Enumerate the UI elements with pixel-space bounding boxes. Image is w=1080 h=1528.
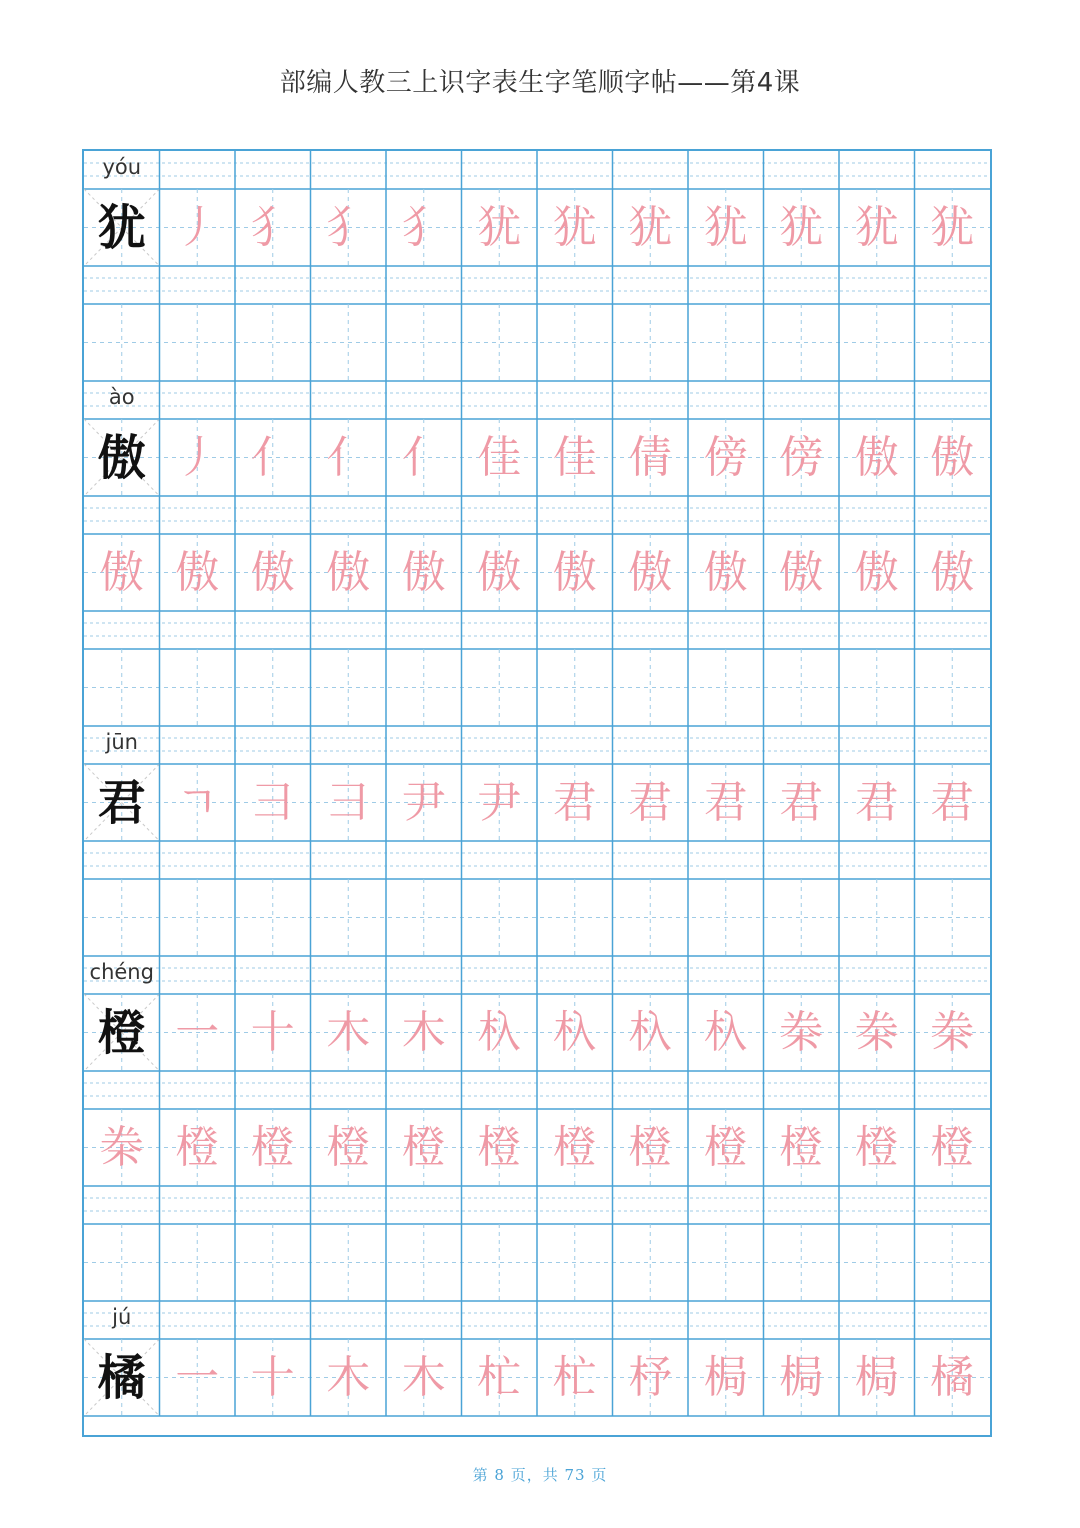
character-glyph: 橘: [930, 1351, 975, 1403]
trace-cell[interactable]: [462, 1339, 538, 1416]
trace-cell[interactable]: [537, 1339, 613, 1416]
trace-cell[interactable]: [311, 419, 387, 496]
character-glyph: 君: [854, 776, 899, 828]
trace-cell[interactable]: [84, 879, 160, 956]
character-glyph: 犹: [552, 201, 597, 253]
trace-cell[interactable]: [915, 764, 991, 841]
trace-cell[interactable]: [235, 879, 311, 956]
trace-cell[interactable]: [613, 879, 689, 956]
trace-cell[interactable]: [462, 1224, 538, 1301]
character-glyph: 橙: [628, 1121, 673, 1173]
character-glyph: 桊: [930, 1006, 975, 1058]
cell-band: [84, 419, 990, 496]
pinyin-label: jú: [112, 1305, 132, 1329]
trace-cell[interactable]: [84, 534, 160, 611]
character-glyph: 橘: [97, 1349, 146, 1406]
character-glyph: 犹: [930, 201, 975, 253]
trace-cell[interactable]: [764, 534, 840, 611]
trace-cell[interactable]: [764, 1109, 840, 1186]
trace-cell[interactable]: [160, 304, 236, 381]
cell-band: [84, 879, 990, 956]
cell-band: [84, 1109, 990, 1186]
trace-cell[interactable]: [386, 304, 462, 381]
character-glyph: 木: [401, 1351, 446, 1403]
trace-cell[interactable]: [311, 764, 387, 841]
trace-cell[interactable]: [613, 1339, 689, 1416]
model-character[interactable]: [84, 419, 160, 496]
trace-cell[interactable]: [537, 1109, 613, 1186]
character-glyph: 傲: [477, 546, 522, 598]
trace-cell[interactable]: [462, 304, 538, 381]
trace-cell[interactable]: [386, 764, 462, 841]
trace-cell[interactable]: [235, 1224, 311, 1301]
trace-cell[interactable]: [311, 304, 387, 381]
trace-cell[interactable]: [537, 764, 613, 841]
character-glyph: 杁: [628, 1006, 673, 1058]
page-footer: 第 8 页，共 73 页: [472, 1466, 608, 1484]
character-glyph: 犹: [628, 201, 673, 253]
trace-cell[interactable]: [160, 189, 236, 266]
trace-cell[interactable]: [839, 304, 915, 381]
character-glyph: 桊: [854, 1006, 899, 1058]
character-glyph: 木: [326, 1351, 371, 1403]
trace-cell[interactable]: [688, 1109, 764, 1186]
character-glyph: 尹: [477, 776, 522, 828]
trace-cell[interactable]: [764, 304, 840, 381]
trace-cell[interactable]: [839, 879, 915, 956]
trace-cell[interactable]: [839, 534, 915, 611]
pinyin-label: chéng: [89, 960, 154, 984]
character-glyph: 傲: [854, 431, 899, 483]
character-glyph: 犹: [779, 201, 824, 253]
character-glyph: 杧: [552, 1351, 597, 1403]
trace-cell[interactable]: [537, 534, 613, 611]
trace-cell[interactable]: [462, 879, 538, 956]
trace-cell[interactable]: [764, 419, 840, 496]
model-character[interactable]: [84, 994, 160, 1071]
character-glyph: 傲: [175, 546, 220, 598]
trace-cell[interactable]: [386, 1224, 462, 1301]
character-glyph: 一: [175, 1006, 220, 1058]
character-glyph: 橙: [930, 1121, 975, 1173]
trace-cell[interactable]: [764, 1224, 840, 1301]
trace-cell[interactable]: [537, 419, 613, 496]
character-glyph: 犹: [703, 201, 748, 253]
character-glyph: 尹: [401, 776, 446, 828]
trace-cell[interactable]: [462, 649, 538, 726]
character-glyph: 梮: [854, 1351, 899, 1403]
trace-cell[interactable]: [235, 304, 311, 381]
trace-cell[interactable]: [386, 1109, 462, 1186]
character-glyph: 杧: [477, 1351, 522, 1403]
trace-cell[interactable]: [839, 764, 915, 841]
trace-cell[interactable]: [915, 534, 991, 611]
trace-cell[interactable]: [764, 994, 840, 1071]
practice-sheet: [82, 149, 992, 1437]
cell-band: [84, 534, 990, 611]
trace-cell[interactable]: [613, 304, 689, 381]
character-glyph: 木: [326, 1006, 371, 1058]
trace-cell[interactable]: [311, 1109, 387, 1186]
pinyin-label: yóu: [102, 155, 142, 179]
trace-cell[interactable]: [688, 879, 764, 956]
character-glyph: 傲: [250, 546, 295, 598]
character-glyph: 傲: [552, 546, 597, 598]
character-glyph: 杁: [552, 1006, 597, 1058]
trace-cell[interactable]: [915, 879, 991, 956]
trace-cell[interactable]: [235, 1339, 311, 1416]
trace-cell[interactable]: [160, 1224, 236, 1301]
model-character[interactable]: [84, 764, 160, 841]
character-glyph: 橙: [97, 1004, 146, 1061]
cell-band: [84, 189, 990, 266]
character-glyph: 傲: [326, 546, 371, 598]
trace-cell[interactable]: [764, 189, 840, 266]
character-glyph: 傍: [703, 431, 748, 483]
cell-band: [84, 764, 990, 841]
trace-cell[interactable]: [839, 189, 915, 266]
trace-cell[interactable]: [537, 1224, 613, 1301]
character-glyph: ⺕: [250, 776, 295, 828]
character-glyph: 橙: [703, 1121, 748, 1173]
trace-cell[interactable]: [839, 1339, 915, 1416]
trace-cell[interactable]: [915, 304, 991, 381]
trace-cell[interactable]: [160, 649, 236, 726]
trace-cell[interactable]: [688, 189, 764, 266]
model-character[interactable]: [84, 1339, 160, 1416]
character-glyph: 傲: [628, 546, 673, 598]
character-glyph: 橙: [779, 1121, 824, 1173]
character-glyph: 丿: [175, 431, 220, 483]
trace-cell[interactable]: [688, 534, 764, 611]
trace-cell[interactable]: [84, 649, 160, 726]
character-glyph: 倩: [628, 431, 673, 483]
trace-cell[interactable]: [462, 994, 538, 1071]
trace-cell[interactable]: [688, 764, 764, 841]
trace-cell[interactable]: [386, 189, 462, 266]
trace-cell[interactable]: [386, 419, 462, 496]
trace-cell[interactable]: [311, 994, 387, 1071]
trace-cell[interactable]: [462, 764, 538, 841]
character-glyph: 佳: [477, 431, 522, 483]
trace-cell[interactable]: [311, 189, 387, 266]
character-glyph: 傍: [779, 431, 824, 483]
trace-cell[interactable]: [235, 189, 311, 266]
trace-cell[interactable]: [688, 649, 764, 726]
trace-cell[interactable]: [386, 534, 462, 611]
character-glyph: ㄱ: [175, 776, 219, 828]
character-glyph: 佳: [552, 431, 597, 483]
trace-cell[interactable]: [160, 419, 236, 496]
trace-cell[interactable]: [311, 649, 387, 726]
character-glyph: 十: [250, 1006, 295, 1058]
pinyin-label: ào: [108, 385, 135, 409]
page-title: 部编人教三上识字表生字笔顺字帖——第4课: [279, 68, 801, 98]
trace-cell[interactable]: [613, 189, 689, 266]
character-glyph: 傲: [779, 546, 824, 598]
trace-cell[interactable]: [688, 304, 764, 381]
trace-cell[interactable]: [311, 534, 387, 611]
trace-cell[interactable]: [235, 764, 311, 841]
character-glyph: 君: [703, 776, 748, 828]
character-glyph: 丿: [175, 201, 220, 253]
trace-cell[interactable]: [462, 419, 538, 496]
character-glyph: 傲: [97, 429, 146, 486]
character-glyph: 一: [175, 1351, 220, 1403]
trace-cell[interactable]: [915, 1109, 991, 1186]
character-glyph: 犹: [477, 201, 522, 253]
character-glyph: 桊: [99, 1121, 144, 1173]
character-glyph: ⺕: [326, 776, 371, 828]
model-character[interactable]: [84, 189, 160, 266]
character-glyph: 木: [401, 1006, 446, 1058]
character-glyph: 犹: [97, 199, 146, 256]
trace-cell[interactable]: [764, 649, 840, 726]
character-glyph: 君: [97, 774, 146, 831]
character-glyph: 桊: [779, 1006, 824, 1058]
trace-cell[interactable]: [613, 1224, 689, 1301]
trace-cell[interactable]: [613, 534, 689, 611]
character-glyph: 杼: [628, 1351, 673, 1403]
character-glyph: 梮: [703, 1351, 748, 1403]
pinyin-label: jūn: [105, 730, 138, 754]
trace-cell[interactable]: [84, 304, 160, 381]
character-glyph: 傲: [930, 431, 975, 483]
cell-band: [84, 1339, 990, 1416]
character-glyph: 犭: [401, 201, 446, 253]
character-glyph: 亻: [326, 431, 371, 483]
trace-cell[interactable]: [160, 1109, 236, 1186]
character-glyph: 橙: [326, 1121, 371, 1173]
trace-cell[interactable]: [537, 994, 613, 1071]
trace-cell[interactable]: [839, 1109, 915, 1186]
character-glyph: 傲: [854, 546, 899, 598]
trace-cell[interactable]: [386, 1339, 462, 1416]
trace-cell[interactable]: [160, 994, 236, 1071]
trace-cell[interactable]: [537, 649, 613, 726]
character-glyph: 君: [628, 776, 673, 828]
trace-cell[interactable]: [235, 1109, 311, 1186]
trace-cell[interactable]: [915, 994, 991, 1071]
trace-cell[interactable]: [688, 1224, 764, 1301]
character-glyph: 傲: [99, 546, 144, 598]
trace-cell[interactable]: [688, 994, 764, 1071]
character-glyph: 橙: [175, 1121, 220, 1173]
trace-cell[interactable]: [537, 304, 613, 381]
trace-cell[interactable]: [839, 1224, 915, 1301]
character-glyph: 亻: [401, 431, 446, 483]
trace-cell[interactable]: [311, 879, 387, 956]
character-glyph: 橙: [401, 1121, 446, 1173]
character-glyph: 十: [250, 1351, 295, 1403]
character-glyph: 犭: [250, 201, 295, 253]
cell-band: [84, 1224, 990, 1301]
trace-cell[interactable]: [839, 649, 915, 726]
character-glyph: 犹: [854, 201, 899, 253]
trace-cell[interactable]: [386, 879, 462, 956]
trace-cell[interactable]: [160, 534, 236, 611]
trace-cell[interactable]: [613, 649, 689, 726]
trace-cell[interactable]: [235, 534, 311, 611]
trace-cell[interactable]: [84, 1109, 160, 1186]
trace-cell[interactable]: [235, 649, 311, 726]
trace-cell[interactable]: [688, 1339, 764, 1416]
trace-cell[interactable]: [613, 994, 689, 1071]
trace-cell[interactable]: [462, 534, 538, 611]
character-glyph: 梮: [779, 1351, 824, 1403]
trace-cell[interactable]: [235, 994, 311, 1071]
trace-cell[interactable]: [537, 189, 613, 266]
trace-cell[interactable]: [839, 419, 915, 496]
trace-cell[interactable]: [915, 1339, 991, 1416]
character-glyph: 犭: [326, 201, 371, 253]
trace-cell[interactable]: [160, 1339, 236, 1416]
trace-cell[interactable]: [386, 994, 462, 1071]
trace-cell[interactable]: [311, 1224, 387, 1301]
trace-cell[interactable]: [915, 419, 991, 496]
trace-cell[interactable]: [764, 1339, 840, 1416]
trace-cell[interactable]: [915, 1224, 991, 1301]
trace-cell[interactable]: [613, 764, 689, 841]
character-glyph: 橙: [854, 1121, 899, 1173]
trace-cell[interactable]: [915, 649, 991, 726]
character-glyph: 君: [779, 776, 824, 828]
trace-cell[interactable]: [462, 189, 538, 266]
trace-cell[interactable]: [613, 1109, 689, 1186]
character-glyph: 君: [552, 776, 597, 828]
character-glyph: 君: [930, 776, 975, 828]
trace-cell[interactable]: [462, 1109, 538, 1186]
character-glyph: 傲: [401, 546, 446, 598]
character-glyph: 杁: [703, 1006, 748, 1058]
trace-cell[interactable]: [386, 649, 462, 726]
trace-cell[interactable]: [839, 994, 915, 1071]
character-glyph: 亻: [250, 431, 295, 483]
cell-band: [84, 649, 990, 726]
trace-cell[interactable]: [915, 189, 991, 266]
trace-cell[interactable]: [688, 419, 764, 496]
character-glyph: 傲: [930, 546, 975, 598]
trace-cell[interactable]: [764, 764, 840, 841]
trace-cell[interactable]: [537, 879, 613, 956]
trace-cell[interactable]: [235, 419, 311, 496]
trace-cell[interactable]: [160, 879, 236, 956]
trace-cell[interactable]: [613, 419, 689, 496]
character-glyph: 橙: [552, 1121, 597, 1173]
trace-cell[interactable]: [84, 1224, 160, 1301]
character-glyph: 橙: [477, 1121, 522, 1173]
trace-cell[interactable]: [311, 1339, 387, 1416]
cell-band: [84, 304, 990, 381]
trace-cell[interactable]: [160, 764, 236, 841]
character-glyph: 橙: [250, 1121, 295, 1173]
cell-band: [84, 994, 990, 1071]
character-glyph: 傲: [703, 546, 748, 598]
character-glyph: 杁: [477, 1006, 522, 1058]
trace-cell[interactable]: [764, 879, 840, 956]
